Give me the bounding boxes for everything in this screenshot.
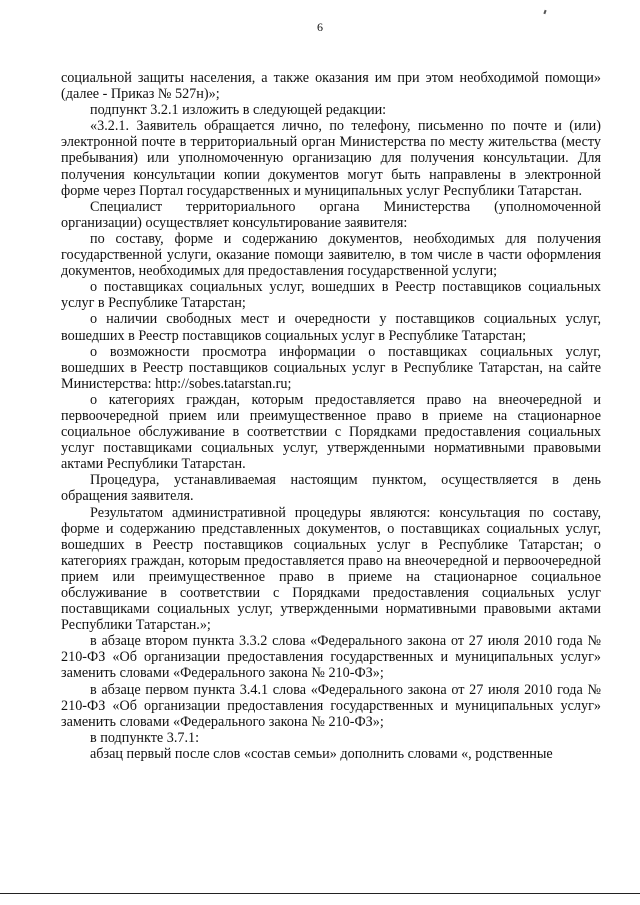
paragraph: Специалист территориального органа Министерства (уполномоченной организации) осуществляет консультирование заявителя: [61, 198, 601, 231]
page-number: 6 [317, 20, 323, 34]
paragraph: Процедура, устанавливаемая настоящим пунктом, осуществляется в день обращения заявителя. [61, 472, 601, 505]
scan-mark [543, 10, 546, 14]
paragraph: о категориях граждан, которым предоставляется право на внеочередной и первоочередной прием или преимущественное право в приеме на стационарное социальное обслуживание в соответствии с Порядками предоставления социальных услуг поставщиками социальных услуг, утвержденными нормативными правовыми актами Республики Татарстан. [61, 391, 601, 473]
paragraph: «3.2.1. Заявитель обращается лично, по телефону, письменно по почте и (или) электронной почте в территориальный орган Министерства по месту жительства (месту пребывания) или уполномоченную организацию для получения консультации. Для получения консультации копии документов могут быть направлены в электронной форме через Портал государственных и муниципальных услуг Республики Татарстан. [61, 118, 601, 199]
page-bottom-rule [0, 893, 640, 894]
paragraph: по составу, форме и содержанию документов, необходимых для получения государственной услуги, оказание помощи заявителю, в том числе в части оформления документов, необходимых для предоставления государственной услуги; [61, 230, 601, 280]
paragraph: социальной защиты населения, а также оказания им при этом необходимой помощи» (далее - Приказ № 527н)»; [61, 70, 601, 103]
paragraph: в абзаце первом пункта 3.4.1 слова «Федерального закона от 27 июля 2010 года № 210-ФЗ «Об организации предоставления государственных и муниципальных услуг» заменить словами «Федерального закона № 210-ФЗ»; [61, 681, 601, 730]
paragraph: подпункт 3.2.1 изложить в следующей редакции: [90, 102, 387, 119]
paragraph: о наличии свободных мест и очередности у поставщиков социальных услуг, вошедших в Реестр поставщиков социальных услуг в Республике Татарстан; [61, 311, 601, 344]
paragraph: о возможности просмотра информации о поставщиках социальных услуг, вошедших в Реестр поставщиков социальных услуг в Республике Татарстан, на сайте Министерства: http://sobes.tatarstan.ru; [61, 343, 601, 392]
paragraph: абзац первый после слов «состав семьи» дополнить словами «, родственные [90, 745, 553, 762]
paragraph: о поставщиках социальных услуг, вошедших в Реестр поставщиков социальных услуг в Республике Татарстан; [61, 279, 601, 312]
paragraph: Результатом административной процедуры являются: консультация по составу, форме и содержанию представленных документов, о поставщиках социальных услуг, вошедших в Реестр поставщиков социальных услуг в Республике Татарстан; о категориях граждан, которым предоставляется право на внеочередной и первоочередной прием или преимущественное право в приеме на стационарное социальное обслуживание в соответствии с Порядками предоставления социальных услуг поставщиками социальных услуг, утвержденными нормативными правовыми актами Республики Татарстан.»; [61, 504, 601, 634]
paragraph: в абзаце втором пункта 3.3.2 слова «Федерального закона от 27 июля 2010 года № 210-ФЗ «Об организации предоставления государственных и муниципальных услуг» заменить словами «Федерального закона № 210-ФЗ»; [61, 633, 601, 682]
document-body [61, 70, 601, 762]
paragraph: в подпункте 3.7.1: [90, 729, 200, 746]
